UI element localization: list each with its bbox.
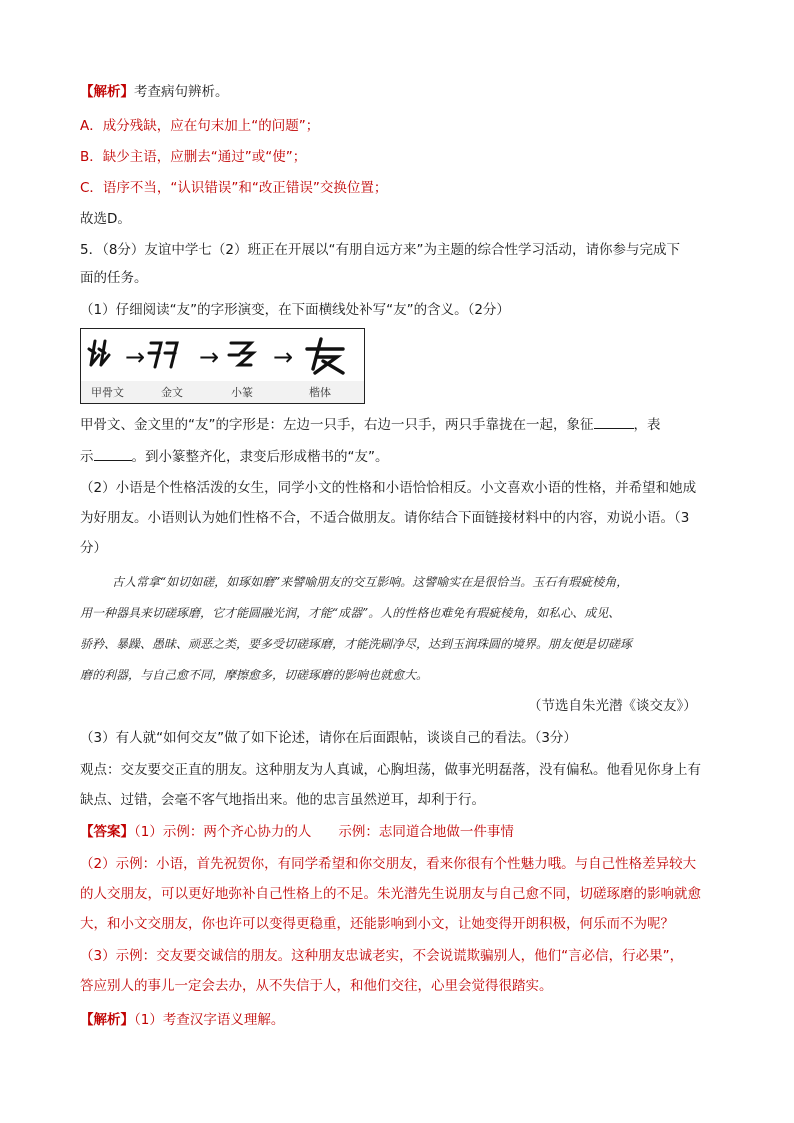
caption-regular-script: 楷体 xyxy=(309,386,331,399)
quoted-passage-line: 用一种器具来切磋琢磨，它才能圆融光润，才能“成器”。人的性格也难免有瑕疵棱角，如私心、成见、 xyxy=(80,606,621,620)
glyph-explanation-text: ，表 xyxy=(633,417,661,433)
arrow-icon: → xyxy=(125,343,146,371)
option-b-explanation: B．缺少主语，应删去“通过”或“使”； xyxy=(80,149,307,165)
oracle-bone-glyph xyxy=(89,341,109,365)
quoted-passage-line: 磨的利器，与自己愈不同，摩擦愈多，切磋琢磨的影响也就愈大。 xyxy=(80,668,429,682)
glyph-explanation-line-2 xyxy=(80,446,389,467)
question-5-subtask-1: （1）仔细阅读“友”的字形演变，在下面横线处补写“友”的含义。（2分） xyxy=(80,302,510,318)
option-a-explanation: A．成分残缺，应在句末加上“的问题”； xyxy=(80,118,320,134)
subtask-2-line-3: 分） xyxy=(80,540,107,556)
glyph-explanation-text: 甲骨文、金文里的“友”的字形是：左边一只手，右边一只手，两只手靠拢在一起，象征 xyxy=(80,417,594,433)
answer-1-text: （1）示例：两个齐心协力的人 示例：志同道合地做一件事情 xyxy=(134,824,514,840)
quoted-passage-line: 古人常拿“如切如磋，如琢如磨”来譬喻朋友的交互影响。这譬喻实在是很恰当。玉石有瑕疵棱角， xyxy=(112,575,629,589)
quoted-passage-line: 骄矜、暴躁、愚昧、顽恶之类，要多受切磋琢磨，才能洗刷净尽，达到玉润珠圆的境界。朋友便是切磋琢 xyxy=(80,637,633,651)
answer-line-1 xyxy=(80,822,514,842)
question-5-line-1: 5．（8分）友谊中学七（2）班正在开展以“有朋自远方来”为主题的综合性学习活动，请你参与完成下 xyxy=(80,242,681,258)
analysis-text: 考查病句辨析。 xyxy=(134,84,229,100)
analysis-heading xyxy=(80,82,229,102)
answer-2-line-2: 的人交朋友，可以更好地弥补自己性格上的不足。朱光潜先生说朋友与自己愈不同，切磋琢磨的影响就愈 xyxy=(80,886,701,902)
analysis-2-text: （1）考查汉字语义理解。 xyxy=(134,1012,285,1028)
analysis-2-heading xyxy=(80,1010,284,1030)
fill-blank-2[interactable] xyxy=(94,446,132,461)
viewpoint-line-1: 观点：交友要交正直的朋友。这种朋友为人真诚，心胸坦荡，做事光明磊落，没有偏私。他看见你身上有 xyxy=(80,762,701,778)
analysis-tag: 【解析】 xyxy=(80,84,134,100)
caption-small-seal: 小篆 xyxy=(231,386,253,399)
answer-2-line-3: 大，和小文交朋友，你也许可以变得更稳重，还能影响到小文，让她变得开朗积极，何乐而不为呢？ xyxy=(80,916,674,932)
caption-bronze: 金文 xyxy=(161,386,183,399)
small-seal-glyph xyxy=(229,343,253,365)
character-evolution-figure xyxy=(80,328,365,404)
analysis-2-tag: 【解析】 xyxy=(80,1012,134,1028)
regular-script-glyph xyxy=(307,339,343,373)
arrow-icon: → xyxy=(273,343,294,371)
subtask-2-line-1: （2）小语是个性格活泼的女生，同学小文的性格和小语恰恰相反。小文喜欢小语的性格，并希望和她成 xyxy=(80,480,697,496)
answer-tag: 【答案】 xyxy=(80,824,134,840)
glyph-explanation-text: 示 xyxy=(80,449,94,465)
arrow-icon: → xyxy=(199,343,220,371)
answer-2-line-1: （2）示例：小语，首先祝贺你，有同学希望和你交朋友，看来你很有个性魅力哦。与自己性格差异较大 xyxy=(80,856,697,872)
answer-3-line-2: 答应别人的事儿一定会去办，从不失信于人，和他们交往，心里会觉得很踏实。 xyxy=(80,978,553,994)
answer-3-line-1: （3）示例：交友要交诚信的朋友。这种朋友忠诚老实，不会说谎欺骗别人，他们“言必信，行必果”， xyxy=(80,948,684,964)
fill-blank-1[interactable] xyxy=(594,414,634,429)
caption-oracle-bone: 甲骨文 xyxy=(91,386,124,399)
glyph-explanation-line-1 xyxy=(80,414,661,435)
bronze-glyph xyxy=(149,343,177,367)
subtask-3-prompt: （3）有人就“如何交友”做了如下论述，请你在后面跟帖，谈谈自己的看法。（3分） xyxy=(80,730,577,746)
question-5-line-2: 面的任务。 xyxy=(80,270,148,286)
glyph-explanation-text: 。到小篆整齐化，隶变后形成楷书的“友”。 xyxy=(131,449,389,465)
viewpoint-line-2: 缺点、过错，会毫不客气地指出来。他的忠言虽然逆耳，却利于行。 xyxy=(80,792,485,808)
final-choice: 故选D。 xyxy=(80,211,131,227)
passage-source: （节选自朱光潜《谈交友》） xyxy=(528,698,697,714)
subtask-2-line-2: 为好朋友。小语则认为她们性格不合，不适合做朋友。请你结合下面链接材料中的内容，劝说小语。（3 xyxy=(80,510,690,526)
option-c-explanation: C．语序不当，“认识错误”和“改正错误”交换位置； xyxy=(80,180,388,196)
